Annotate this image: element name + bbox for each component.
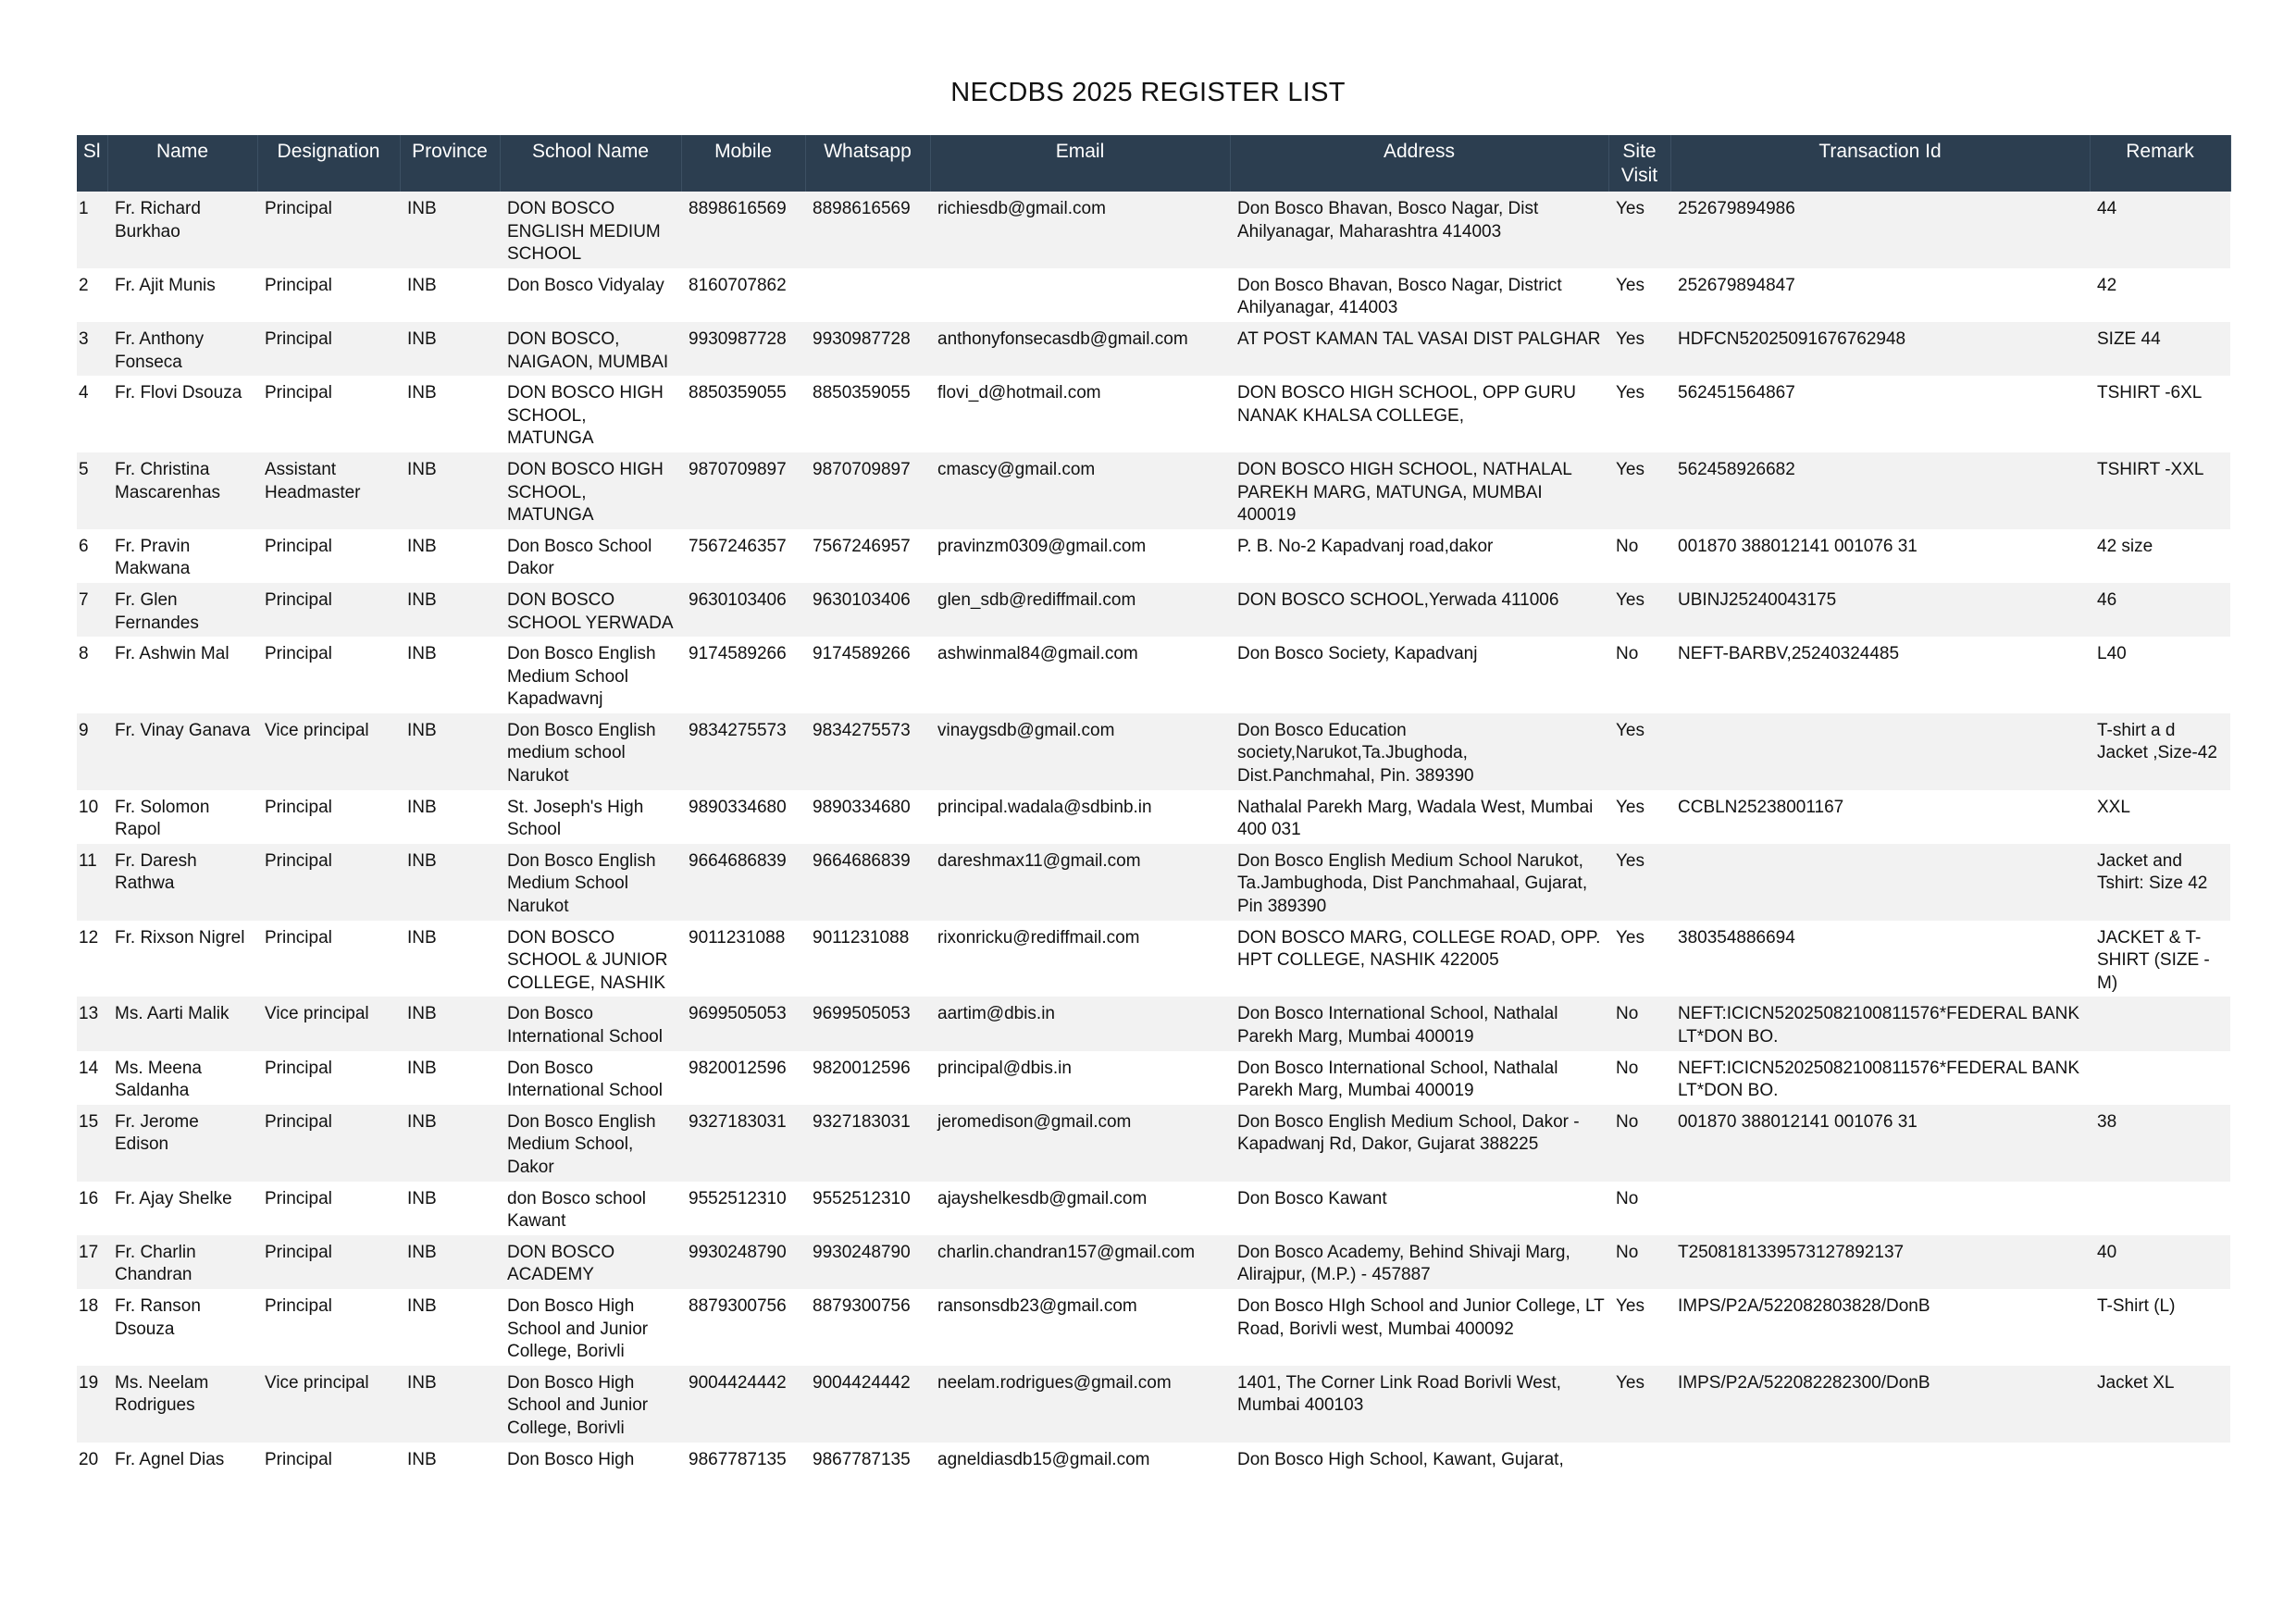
table-row <box>77 529 2230 583</box>
cell-address: DON BOSCO HIGH SCHOOL, NATHALAL PAREKH MARG, MATUNGA, MUMBAI 400019 <box>1230 452 1608 529</box>
cell-transaction-id <box>1670 1443 2090 1474</box>
cell-site-visit: Yes <box>1608 583 1670 637</box>
cell-email: agneldiasdb15@gmail.com <box>937 1449 1150 1469</box>
cell-email: jeromedison@gmail.com <box>930 1105 1230 1182</box>
cell-transaction-id: 380354886694 <box>1678 927 1795 948</box>
cell-school-name: DON BOSCO HIGH SCHOOL, MATUNGA <box>507 383 664 449</box>
table-row <box>77 322 2230 376</box>
cell-email: glen_sdb@rediffmail.com <box>930 583 1230 637</box>
cell-remark: Jacket and Tshirt: Size 42 <box>2090 844 2230 921</box>
cell-sl: 6 <box>79 536 89 556</box>
cell-site-visit: Yes <box>1608 1366 1670 1443</box>
table-row <box>77 637 2230 713</box>
cell-school-name: DON BOSCO SCHOOL YERWADA <box>500 583 681 637</box>
cell-province: INB <box>407 275 437 295</box>
cell-province: INB <box>407 536 437 556</box>
cell-transaction-id: IMPS/P2A/522082282300/DonB <box>1670 1366 2090 1443</box>
cell-province: INB <box>407 1188 437 1208</box>
table-row <box>77 921 2230 997</box>
cell-name: Fr. Ranson Dsouza <box>115 1295 201 1339</box>
cell-mobile: 9930248790 <box>681 1235 805 1289</box>
table-row <box>77 844 2230 921</box>
cell-transaction-id: T2508181339573127892137 <box>1670 1235 2090 1289</box>
cell-address: Don Bosco International School, Nathalal Parekh Marg, Mumbai 400019 <box>1237 1058 1558 1101</box>
cell-designation: Principal <box>265 797 332 817</box>
cell-name: Fr. Richard Burkhao <box>107 192 257 268</box>
cell-email: ransonsdb23@gmail.com <box>937 1295 1137 1316</box>
cell-mobile: 9327183031 <box>681 1105 805 1182</box>
cell-name: Ms. Neelam Rodrigues <box>107 1366 257 1443</box>
cell-whatsapp: 9834275573 <box>805 713 930 790</box>
cell-mobile: 8850359055 <box>689 383 787 403</box>
cell-address: 1401, The Corner Link Road Borivli West, Mumbai 400103 <box>1230 1366 1608 1443</box>
table-row <box>77 452 2230 529</box>
cell-name: Fr. Jerome Edison <box>107 1105 257 1182</box>
cell-whatsapp: 8879300756 <box>813 1295 911 1316</box>
cell-school-name: Don Bosco High School and Junior College, Borivli <box>500 1366 681 1443</box>
cell-email: principal.wadala@sdbinb.in <box>937 797 1152 817</box>
cell-email: cmascy@gmail.com <box>930 452 1230 529</box>
cell-sl: 11 <box>77 844 107 921</box>
cell-remark: 42 <box>2097 275 2117 295</box>
cell-address: Nathalal Parekh Marg, Wadala West, Mumbai 400 031 <box>1237 797 1594 840</box>
cell-transaction-id: 562451564867 <box>1678 383 1795 403</box>
cell-whatsapp: 9664686839 <box>805 844 930 921</box>
cell-transaction-id: 252679894986 <box>1670 192 2090 268</box>
cell-designation: Vice principal <box>257 713 400 790</box>
cell-designation: Principal <box>265 927 332 948</box>
cell-province: INB <box>407 644 437 664</box>
cell-mobile: 8898616569 <box>681 192 805 268</box>
cell-name: Fr. Pravin Makwana <box>115 536 191 579</box>
cell-sl: 5 <box>77 452 107 529</box>
cell-province: INB <box>400 997 500 1050</box>
cell-remark: JACKET & T-SHIRT (SIZE -M) <box>2097 927 2210 993</box>
cell-address: Don Bosco Society, Kapadvanj <box>1237 644 1478 664</box>
column-header-email: Email <box>930 135 1230 192</box>
cell-address: Don Bosco Bhavan, Bosco Nagar, District Ahilyanagar, 414003 <box>1237 275 1562 318</box>
cell-designation: Principal <box>257 1235 400 1289</box>
cell-sl: 19 <box>77 1366 107 1443</box>
cell-name: Fr. Solomon Rapol <box>115 797 210 840</box>
cell-name: Fr. Agnel Dias <box>115 1449 225 1469</box>
cell-address: Don Bosco Academy, Behind Shivaji Marg, Alirajpur, (M.P.) - 457887 <box>1230 1235 1608 1289</box>
cell-province: INB <box>400 1105 500 1182</box>
cell-name: Ms. Meena Saldanha <box>115 1058 202 1101</box>
cell-email: principal@dbis.in <box>937 1058 1072 1078</box>
cell-site-visit: No <box>1608 1105 1670 1182</box>
cell-mobile: 9004424442 <box>681 1366 805 1443</box>
cell-email: anthonyfonsecasdb@gmail.com <box>930 322 1230 376</box>
cell-province: INB <box>407 383 437 403</box>
cell-site-visit: No <box>1616 644 1639 664</box>
cell-address: P. B. No-2 Kapadvanj road,dakor <box>1237 536 1494 556</box>
cell-province: INB <box>400 192 500 268</box>
cell-whatsapp: 9890334680 <box>813 797 911 817</box>
cell-school-name: Don Bosco English Medium School Narukot <box>500 844 681 921</box>
cell-name: Fr. Rixson Nigrel <box>115 927 245 948</box>
table-row <box>77 1105 2230 1182</box>
column-header-site-visit: Site Visit <box>1608 135 1670 192</box>
cell-remark: 40 <box>2090 1235 2230 1289</box>
cell-sl: 3 <box>77 322 107 376</box>
cell-transaction-id: NEFT:ICICN52025082100811576*FEDERAL BANK LT*DON BO. <box>1678 1058 2080 1101</box>
cell-school-name: Don Bosco International School <box>507 1058 663 1101</box>
cell-name: Fr. Charlin Chandran <box>107 1235 257 1289</box>
column-header-address: Address <box>1230 135 1608 192</box>
cell-mobile: 9870709897 <box>681 452 805 529</box>
cell-transaction-id: NEFT:ICICN52025082100811576*FEDERAL BANK LT*DON BO. <box>1670 997 2090 1050</box>
cell-whatsapp <box>805 268 930 322</box>
table-row <box>77 1182 2230 1235</box>
cell-mobile: 9930987728 <box>681 322 805 376</box>
column-header-mobile: Mobile <box>681 135 805 192</box>
cell-email: neelam.rodrigues@gmail.com <box>930 1366 1230 1443</box>
column-header-province: Province <box>400 135 500 192</box>
column-header-remark: Remark <box>2090 135 2230 192</box>
table-row <box>77 1366 2230 1443</box>
cell-mobile: 9664686839 <box>681 844 805 921</box>
cell-remark: T-Shirt (L) <box>2097 1295 2176 1316</box>
cell-transaction-id: 001870 388012141 001076 31 <box>1678 536 1917 556</box>
cell-designation: Principal <box>265 1058 332 1078</box>
cell-designation: Principal <box>265 1449 332 1469</box>
cell-transaction-id <box>1670 1182 2090 1235</box>
cell-province: INB <box>400 322 500 376</box>
page-title: NECDBS 2025 REGISTER LIST <box>950 78 1346 107</box>
cell-school-name: Don Bosco English Medium School Kapadwavnj <box>507 644 656 710</box>
column-header-school-name: School Name <box>500 135 681 192</box>
cell-designation: Principal <box>265 1188 332 1208</box>
column-header-designation: Designation <box>257 135 400 192</box>
cell-name: Fr. Glen Fernandes <box>107 583 257 637</box>
cell-sl: 18 <box>79 1295 99 1316</box>
cell-address: Don Bosco High School, Kawant, Gujarat, <box>1237 1449 1564 1469</box>
cell-email <box>930 268 1230 322</box>
table-row <box>77 1289 2230 1366</box>
cell-designation: Principal <box>257 192 400 268</box>
cell-email: vinaygsdb@gmail.com <box>930 713 1230 790</box>
cell-whatsapp: 9930248790 <box>805 1235 930 1289</box>
cell-whatsapp: 9630103406 <box>805 583 930 637</box>
cell-remark: L40 <box>2097 644 2127 664</box>
cell-remark: SIZE 44 <box>2090 322 2230 376</box>
cell-province: INB <box>407 1449 437 1469</box>
cell-address: DON BOSCO SCHOOL,Yerwada 411006 <box>1230 583 1608 637</box>
table-row <box>77 1235 2230 1289</box>
table-row <box>77 713 2230 790</box>
register-table <box>77 135 2231 1473</box>
cell-remark <box>2090 1051 2230 1105</box>
cell-sl: 17 <box>77 1235 107 1289</box>
cell-site-visit: No <box>1616 536 1639 556</box>
cell-remark: 46 <box>2090 583 2230 637</box>
cell-name: Fr. Anthony Fonseca <box>107 322 257 376</box>
cell-sl: 10 <box>79 797 99 817</box>
cell-name: Fr. Ajit Munis <box>115 275 216 295</box>
cell-whatsapp: 9174589266 <box>813 644 911 664</box>
column-header-sl: Sl <box>77 135 107 192</box>
cell-name: Fr. Daresh Rathwa <box>107 844 257 921</box>
cell-name: Fr. Ajay Shelke <box>115 1188 232 1208</box>
cell-transaction-id: UBINJ25240043175 <box>1670 583 2090 637</box>
cell-address: DON BOSCO MARG, COLLEGE ROAD, OPP. HPT COLLEGE, NASHIK 422005 <box>1237 927 1601 971</box>
cell-mobile: 9174589266 <box>689 644 787 664</box>
cell-site-visit: Yes <box>1608 322 1670 376</box>
cell-transaction-id: 562458926682 <box>1670 452 2090 529</box>
cell-sl: 1 <box>77 192 107 268</box>
cell-name: Fr. Christina Mascarenhas <box>107 452 257 529</box>
cell-remark <box>2090 1182 2230 1235</box>
cell-whatsapp: 9699505053 <box>805 997 930 1050</box>
cell-transaction-id <box>1670 844 2090 921</box>
table-row <box>77 1051 2230 1105</box>
cell-remark <box>2090 997 2230 1050</box>
column-header-name: Name <box>107 135 257 192</box>
cell-email: pravinzm0309@gmail.com <box>937 536 1147 556</box>
cell-whatsapp: 9867787135 <box>813 1449 911 1469</box>
table-row <box>77 790 2230 844</box>
cell-sl: 7 <box>77 583 107 637</box>
cell-province: INB <box>400 583 500 637</box>
cell-province: INB <box>407 1058 437 1078</box>
table-row <box>77 1443 2230 1474</box>
cell-email: dareshmax11@gmail.com <box>930 844 1230 921</box>
cell-designation: Principal <box>265 536 332 556</box>
cell-province: INB <box>400 452 500 529</box>
cell-whatsapp: 9870709897 <box>805 452 930 529</box>
cell-designation: Principal <box>257 583 400 637</box>
cell-mobile: 9820012596 <box>689 1058 787 1078</box>
cell-province: INB <box>400 1235 500 1289</box>
table-row <box>77 376 2230 452</box>
cell-designation: Vice principal <box>257 1366 400 1443</box>
cell-email: charlin.chandran157@gmail.com <box>930 1235 1230 1289</box>
cell-remark: 44 <box>2090 192 2230 268</box>
cell-whatsapp: 9930987728 <box>805 322 930 376</box>
cell-remark: Jacket XL <box>2090 1366 2230 1443</box>
cell-sl: 15 <box>77 1105 107 1182</box>
cell-email: rixonricku@rediffmail.com <box>937 927 1140 948</box>
cell-address: Don Bosco English Medium School, Dakor - Kapadwanj Rd, Dakor, Gujarat 388225 <box>1230 1105 1608 1182</box>
cell-site-visit: Yes <box>1608 844 1670 921</box>
cell-school-name: don Bosco school Kawant <box>507 1188 646 1232</box>
cell-site-visit: No <box>1608 1235 1670 1289</box>
cell-sl: 12 <box>79 927 99 948</box>
table-row <box>77 583 2230 637</box>
cell-address: Don Bosco Education society,Narukot,Ta.Jbughoda, Dist.Panchmahal, Pin. 389390 <box>1230 713 1608 790</box>
cell-school-name: Don Bosco English Medium School, Dakor <box>500 1105 681 1182</box>
cell-site-visit: No <box>1616 1188 1639 1208</box>
cell-designation: Principal <box>257 1105 400 1182</box>
cell-name: Fr. Flovi Dsouza <box>115 383 242 403</box>
cell-mobile: 8160707862 <box>689 275 787 295</box>
cell-email: flovi_d@hotmail.com <box>937 383 1101 403</box>
cell-mobile: 9890334680 <box>689 797 787 817</box>
cell-sl: 9 <box>77 713 107 790</box>
cell-province: INB <box>407 1295 437 1316</box>
cell-designation: Assistant Headmaster <box>257 452 400 529</box>
cell-remark: T-shirt a d Jacket ,Size-42 <box>2090 713 2230 790</box>
cell-address: Don Bosco Bhavan, Bosco Nagar, Dist Ahilyanagar, Maharashtra 414003 <box>1230 192 1608 268</box>
cell-address: AT POST KAMAN TAL VASAI DIST PALGHAR <box>1230 322 1608 376</box>
cell-school-name: Don Bosco High School and Junior College, Borivli <box>507 1295 649 1362</box>
cell-transaction-id: NEFT-BARBV,25240324485 <box>1678 644 1900 664</box>
table-header-row <box>77 135 2230 192</box>
cell-designation: Principal <box>265 383 332 403</box>
cell-transaction-id: 001870 388012141 001076 31 <box>1670 1105 2090 1182</box>
cell-designation: Principal <box>265 275 332 295</box>
cell-name: Ms. Aarti Malik <box>107 997 257 1050</box>
cell-address: Don Bosco HIgh School and Junior College, LT Road, Borivli west, Mumbai 400092 <box>1237 1295 1605 1339</box>
cell-sl: 14 <box>79 1058 99 1078</box>
cell-address: DON BOSCO HIGH SCHOOL, OPP GURU NANAK KHALSA COLLEGE, <box>1237 383 1576 426</box>
cell-site-visit: Yes <box>1608 713 1670 790</box>
cell-site-visit: Yes <box>1608 452 1670 529</box>
cell-whatsapp: 9327183031 <box>805 1105 930 1182</box>
cell-email: aartim@dbis.in <box>930 997 1230 1050</box>
cell-transaction-id <box>1670 713 2090 790</box>
cell-school-name: DON BOSCO ENGLISH MEDIUM SCHOOL <box>500 192 681 268</box>
cell-site-visit: Yes <box>1616 797 1644 817</box>
cell-school-name: DON BOSCO HIGH SCHOOL, MATUNGA <box>500 452 681 529</box>
cell-email: richiesdb@gmail.com <box>930 192 1230 268</box>
table-row <box>77 997 2230 1050</box>
cell-mobile: 9834275573 <box>681 713 805 790</box>
cell-sl: 20 <box>79 1449 99 1469</box>
cell-email: ajayshelkesdb@gmail.com <box>937 1188 1148 1208</box>
cell-remark: TSHIRT -6XL <box>2097 383 2203 403</box>
cell-address: Don Bosco Kawant <box>1237 1188 1387 1208</box>
cell-school-name: Don Bosco English medium school Narukot <box>500 713 681 790</box>
cell-remark: XXL <box>2097 797 2130 817</box>
cell-whatsapp: 9820012596 <box>813 1058 911 1078</box>
cell-province: INB <box>407 797 437 817</box>
cell-school-name: Don Bosco International School <box>500 997 681 1050</box>
cell-name: Fr. Vinay Ganava <box>107 713 257 790</box>
cell-mobile: 9699505053 <box>681 997 805 1050</box>
cell-designation: Principal <box>257 844 400 921</box>
cell-mobile: 9630103406 <box>681 583 805 637</box>
cell-mobile: 9552512310 <box>689 1188 787 1208</box>
column-header-whatsapp: Whatsapp <box>805 135 930 192</box>
cell-transaction-id: CCBLN25238001167 <box>1678 797 1844 817</box>
cell-whatsapp: 7567246957 <box>813 536 911 556</box>
cell-designation: Principal <box>265 644 332 664</box>
cell-site-visit: No <box>1608 997 1670 1050</box>
cell-school-name: DON BOSCO ACADEMY <box>500 1235 681 1289</box>
cell-sl: 4 <box>79 383 89 403</box>
column-header-transaction-id: Transaction Id <box>1670 135 2090 192</box>
cell-remark: 42 size <box>2097 536 2153 556</box>
cell-whatsapp: 8898616569 <box>805 192 930 268</box>
cell-designation: Principal <box>265 1295 332 1316</box>
cell-mobile: 9867787135 <box>689 1449 787 1469</box>
cell-site-visit <box>1608 1443 1670 1474</box>
cell-school-name: St. Joseph's High School <box>507 797 644 840</box>
cell-site-visit: Yes <box>1616 275 1644 295</box>
cell-remark <box>2090 1443 2230 1474</box>
cell-transaction-id: IMPS/P2A/522082803828/DonB <box>1678 1295 1930 1316</box>
cell-whatsapp: 9552512310 <box>813 1188 911 1208</box>
cell-site-visit: Yes <box>1616 1295 1644 1316</box>
table-row <box>77 192 2230 268</box>
cell-address: Don Bosco English Medium School Narukot, Ta.Jambughoda, Dist Panchmahaal, Gujarat, Pin 389390 <box>1230 844 1608 921</box>
cell-remark: 38 <box>2090 1105 2230 1182</box>
cell-sl: 8 <box>79 644 89 664</box>
cell-sl: 13 <box>77 997 107 1050</box>
cell-school-name: DON BOSCO SCHOOL & JUNIOR COLLEGE, NASHIK <box>507 927 668 993</box>
table-row <box>77 268 2230 322</box>
cell-sl: 2 <box>79 275 89 295</box>
cell-site-visit: Yes <box>1616 383 1644 403</box>
cell-designation: Principal <box>257 322 400 376</box>
cell-province: INB <box>400 1366 500 1443</box>
cell-designation: Vice principal <box>257 997 400 1050</box>
cell-school-name: DON BOSCO, NAIGAON, MUMBAI <box>500 322 681 376</box>
cell-province: INB <box>400 713 500 790</box>
cell-site-visit: No <box>1616 1058 1639 1078</box>
cell-whatsapp: 9011231088 <box>813 927 910 948</box>
cell-school-name: Don Bosco High <box>507 1449 635 1469</box>
cell-address: Don Bosco International School, Nathalal Parekh Marg, Mumbai 400019 <box>1230 997 1608 1050</box>
cell-transaction-id: 252679894847 <box>1678 275 1795 295</box>
cell-province: INB <box>407 927 437 948</box>
cell-mobile: 7567246357 <box>689 536 787 556</box>
cell-name: Fr. Ashwin Mal <box>115 644 230 664</box>
cell-site-visit: Yes <box>1608 192 1670 268</box>
cell-school-name: Don Bosco Vidyalay <box>507 275 664 295</box>
cell-sl: 16 <box>79 1188 99 1208</box>
cell-site-visit: Yes <box>1616 927 1644 948</box>
cell-transaction-id: HDFCN52025091676762948 <box>1670 322 2090 376</box>
cell-email: ashwinmal84@gmail.com <box>937 644 1138 664</box>
cell-school-name: Don Bosco School Dakor <box>507 536 652 579</box>
cell-whatsapp: 8850359055 <box>813 383 911 403</box>
cell-mobile: 8879300756 <box>689 1295 787 1316</box>
cell-province: INB <box>400 844 500 921</box>
cell-mobile: 9011231088 <box>689 927 786 948</box>
cell-whatsapp: 9004424442 <box>805 1366 930 1443</box>
cell-remark: TSHIRT -XXL <box>2090 452 2230 529</box>
